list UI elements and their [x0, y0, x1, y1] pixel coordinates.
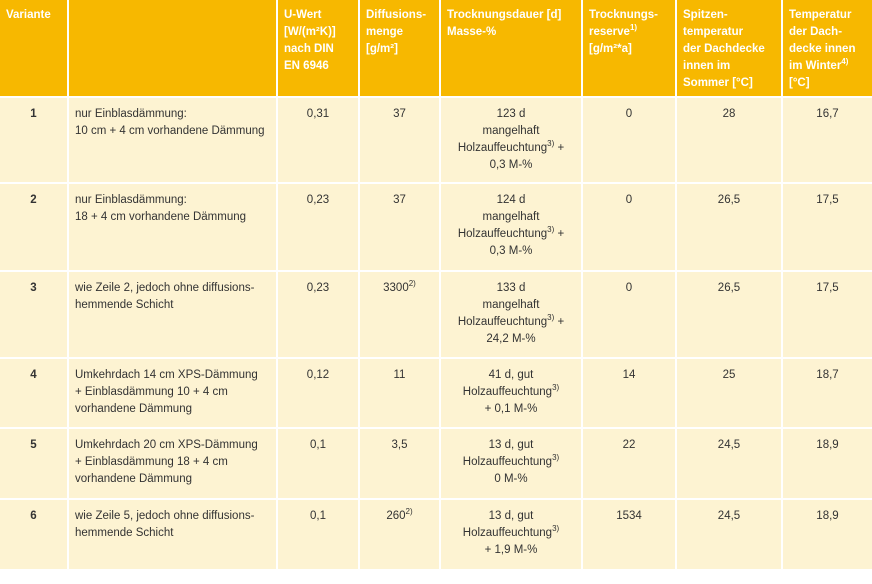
cell-variante: 6: [0, 499, 68, 569]
cell-beschreibung: [68, 183, 277, 271]
table-row: [0, 183, 872, 271]
moisture-mass-percent: 0 M-%: [494, 473, 528, 485]
cell-temperatur-winter: 18,7: [782, 358, 872, 428]
cell-diffusionsmenge: 3300$^{2)}$: [359, 271, 440, 358]
cell-uwert: 0,1: [277, 428, 359, 499]
description-line: 10 cm + 4 cm vorhandene Dämmung: [75, 125, 265, 137]
description-line: hemmende Schicht: [75, 299, 174, 311]
header-variante: Variante: [0, 0, 68, 97]
header-row: [0, 0, 872, 97]
cell-beschreibung: [68, 358, 277, 428]
cell-spitzentemperatur: 24,5: [676, 499, 782, 569]
wood-moisture-label: Holzauffeuchtung: [462, 527, 553, 539]
cell-trocknungsreserve: 0: [582, 183, 676, 271]
header-trocknungsreserve: Trocknungs- reserve$^{1)}$ [g/m²*a]: [582, 0, 676, 97]
table-row: [0, 428, 872, 499]
cell-trocknungsreserve: 1534: [582, 499, 676, 569]
cell-diffusionsmenge: 11: [359, 358, 440, 428]
cell-spitzentemperatur: 28: [676, 97, 782, 183]
description-line: nur Einblasdämmung:: [75, 194, 187, 206]
drying-days: 124 d: [496, 194, 526, 206]
cell-beschreibung: [68, 499, 277, 569]
cell-variante: 1: [0, 97, 68, 183]
cell-beschreibung: [68, 271, 277, 358]
footnote-marker: 1): [629, 23, 638, 33]
description-line: hemmende Schicht: [75, 527, 174, 539]
drying-rating: mangelhaft: [482, 211, 540, 223]
cell-uwert: 0,23: [277, 183, 359, 271]
cell-diffusionsmenge: 260$^{2)}$: [359, 499, 440, 569]
drying-days: 41 d, gut: [488, 369, 534, 381]
description-line: Umkehrdach 20 cm XPS-Dämmung: [75, 439, 258, 451]
description-line: nur Einblasdämmung:: [75, 108, 187, 120]
drying-rating: mangelhaft: [482, 125, 540, 137]
moisture-mass-percent: + 1,9 M-%: [484, 544, 538, 556]
cell-uwert: 0,1: [277, 499, 359, 569]
moisture-mass-percent: 0,3 M-%: [489, 245, 533, 257]
cell-spitzentemperatur: 25: [676, 358, 782, 428]
header-uwert: U-Wert [W/(m²K)] nach DIN EN 6946: [277, 0, 359, 97]
description-line: + Einblasdämmung 18 + 4 cm: [75, 456, 228, 468]
drying-days: 133 d: [496, 282, 526, 294]
cell-trocknungsdauer: 133 d mangelhaft Holzauffeuchtung$^{3)}$ + 24,2 M-%: [440, 271, 582, 358]
footnote-marker: 3): [547, 313, 555, 323]
cell-spitzentemperatur: 26,5: [676, 183, 782, 271]
footnote-marker: 3): [547, 139, 555, 149]
cell-trocknungsreserve: 14: [582, 358, 676, 428]
wood-moisture-label: Holzauffeuchtung: [462, 456, 553, 468]
cell-diffusionsmenge: 3,5: [359, 428, 440, 499]
description-line: + Einblasdämmung 10 + 4 cm: [75, 386, 228, 398]
cell-spitzentemperatur: 26,5: [676, 271, 782, 358]
cell-temperatur-winter: 17,5: [782, 183, 872, 271]
cell-temperatur-winter: 18,9: [782, 428, 872, 499]
wood-moisture-label: Holzauffeuchtung: [457, 316, 548, 328]
cell-uwert: 0,23: [277, 271, 359, 358]
header-spitzentemperatur: Spitzen- temperatur der Dachdecke innen im Sommer [°C]: [676, 0, 782, 97]
wood-moisture-label: Holzauffeuchtung: [462, 386, 553, 398]
table-row: [0, 271, 872, 358]
cell-trocknungsdauer: 124 d mangelhaft Holzauffeuchtung$^{3)}$ + 0,3 M-%: [440, 183, 582, 271]
drying-days: 123 d: [496, 108, 526, 120]
header-trocknungsdauer: Trocknungsdauer [d] Masse-%: [440, 0, 582, 97]
footnote-marker: 3): [552, 453, 560, 463]
cell-uwert: 0,31: [277, 97, 359, 183]
description-line: vorhandene Dämmung: [75, 403, 192, 415]
footnote-marker: 2): [408, 279, 416, 289]
header-beschreibung: [68, 0, 277, 97]
cell-variante: 5: [0, 428, 68, 499]
header-temperatur-winter: Temperatur der Dach- decke innen im Winter$^{4)}$ [°C]: [782, 0, 872, 97]
cell-temperatur-winter: 18,9: [782, 499, 872, 569]
cell-beschreibung: [68, 428, 277, 499]
cell-trocknungsdauer: [440, 428, 582, 499]
wood-moisture-label: Holzauffeuchtung: [457, 142, 548, 154]
footnote-marker: 2): [405, 507, 413, 517]
table-row: [0, 499, 872, 569]
cell-beschreibung: [68, 97, 277, 183]
cell-trocknungsreserve: 0: [582, 271, 676, 358]
cell-variante: 3: [0, 271, 68, 358]
moisture-mass-percent: 24,2 M-%: [486, 333, 536, 345]
table-row: [0, 97, 872, 183]
description-line: wie Zeile 2, jedoch ohne diffusions-: [75, 282, 255, 294]
cell-temperatur-winter: 17,5: [782, 271, 872, 358]
description-line: vorhandene Dämmung: [75, 473, 192, 485]
cell-trocknungsdauer: [440, 358, 582, 428]
cell-diffusionsmenge: 37: [359, 183, 440, 271]
table-row: [0, 358, 872, 428]
cell-trocknungsdauer: 123 d mangelhaft Holzauffeuchtung$^{3)}$ + 0,3 M-%: [440, 97, 582, 183]
moisture-mass-percent: + 0,1 M-%: [484, 403, 538, 415]
header-diffusionsmenge: Diffusions- menge [g/m²]: [359, 0, 440, 97]
drying-days: 13 d, gut: [488, 510, 534, 522]
cell-temperatur-winter: 16,7: [782, 97, 872, 183]
cell-variante: 2: [0, 183, 68, 271]
cell-uwert: 0,12: [277, 358, 359, 428]
description-line: wie Zeile 5, jedoch ohne diffusions-: [75, 510, 255, 522]
cell-trocknungsreserve: 0: [582, 97, 676, 183]
cell-spitzentemperatur: 24,5: [676, 428, 782, 499]
cell-trocknungsreserve: 22: [582, 428, 676, 499]
cell-diffusionsmenge: 37: [359, 97, 440, 183]
cell-variante: 4: [0, 358, 68, 428]
footnote-marker: 4): [841, 57, 849, 67]
footnote-marker: 3): [547, 225, 555, 235]
drying-days: 13 d, gut: [488, 439, 534, 451]
description-line: 18 + 4 cm vorhandene Dämmung: [75, 211, 247, 223]
moisture-mass-percent: 0,3 M-%: [489, 159, 533, 171]
drying-rating: mangelhaft: [482, 299, 540, 311]
footnote-marker: 3): [552, 383, 560, 393]
wood-moisture-label: Holzauffeuchtung: [457, 228, 548, 240]
description-line: Umkehrdach 14 cm XPS-Dämmung: [75, 369, 258, 381]
cell-trocknungsdauer: [440, 499, 582, 569]
footnote-marker: 3): [552, 524, 560, 534]
